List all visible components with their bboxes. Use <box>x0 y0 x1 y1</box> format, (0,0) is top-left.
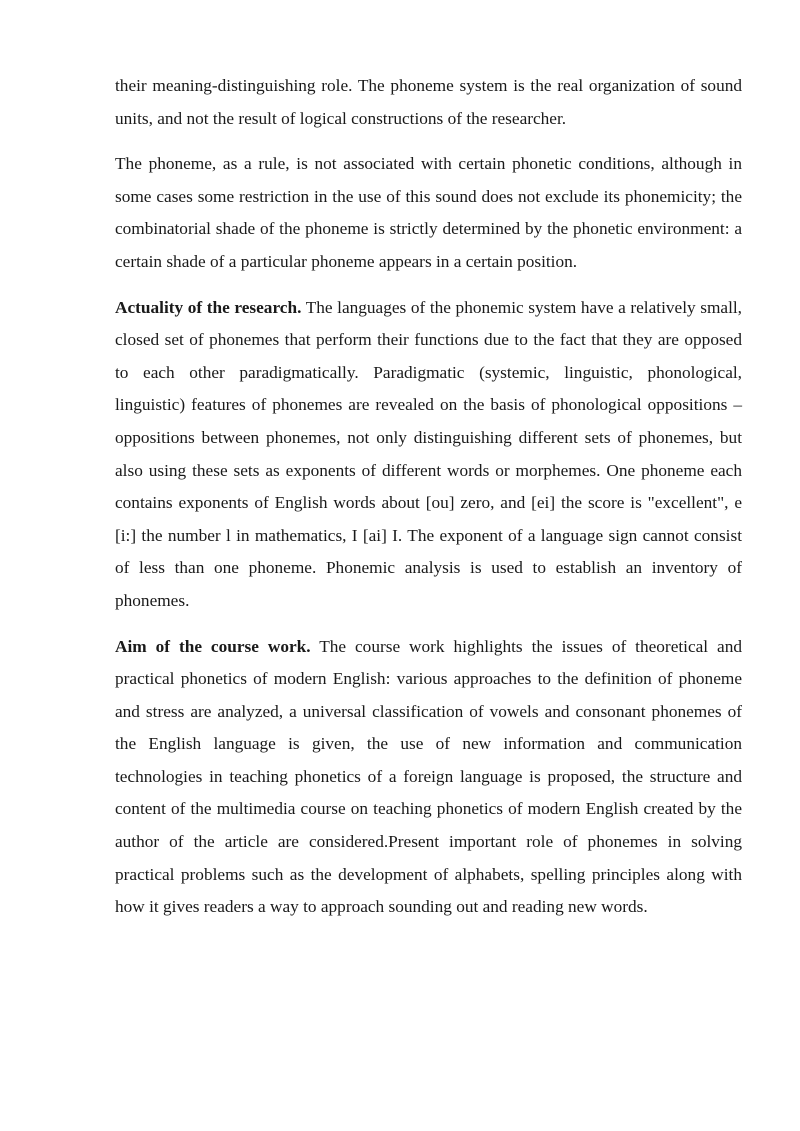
paragraph-aim <box>115 631 742 924</box>
paragraph-phoneme-system <box>115 70 742 135</box>
paragraph-text: The languages of the phonemic system have a relatively small, closed set of phonemes that perform their functions due to the fact that they are opposed to each other paradigmatically. Paradigmatic (systemic, linguistic, phonological, linguistic) features of phonemes are revealed on the basis of phonological oppositions – oppositions between phonemes, not only distinguishing different sets of phonemes, but also using these sets as exponents of different words or morphemes. One phoneme each contains exponents of English words about [ou] zero, and [ei] the score is "excellent", e [i:] the number l in mathematics, I [ai] I. The exponent of a language sign cannot consist of less than one phoneme. Phonemic analysis is used to establish an inventory of phonemes. <box>115 297 742 610</box>
paragraph-phoneme-conditions <box>115 148 742 278</box>
paragraph-text: The phoneme, as a rule, is not associated with certain phonetic conditions, although in some cases some restriction in the use of this sound does not exclude its phonemicity; the combinatorial shade of the phoneme is strictly determined by the phonetic environment: a certain shade of a particular phoneme appears in a certain position. <box>115 154 742 271</box>
section-heading-actuality: Actuality of the research. <box>115 297 302 317</box>
document-body <box>115 70 742 937</box>
paragraph-text: their meaning-distinguishing role. The phoneme system is the real organization of sound units, and not the result of logical constructions of the researcher. <box>115 76 742 128</box>
paragraph-actuality <box>115 292 742 618</box>
paragraph-text: The course work highlights the issues of theoretical and practical phonetics of modern English: various approaches to the definition of phoneme and stress are analyzed, a universal classification of vowels and consonant phonemes of the English language is given, the use of new information and communication technologies in teaching phonetics of a foreign language is proposed, the structure and content of the multimedia course on teaching phonetics of modern English created by the author of the article are considered.Present important role of phonemes in solving practical problems such as the development of alphabets, spelling principles along with how it gives readers a way to approach sounding out and reading new words. <box>115 636 742 917</box>
section-heading-aim: Aim of the course work. <box>115 636 311 656</box>
